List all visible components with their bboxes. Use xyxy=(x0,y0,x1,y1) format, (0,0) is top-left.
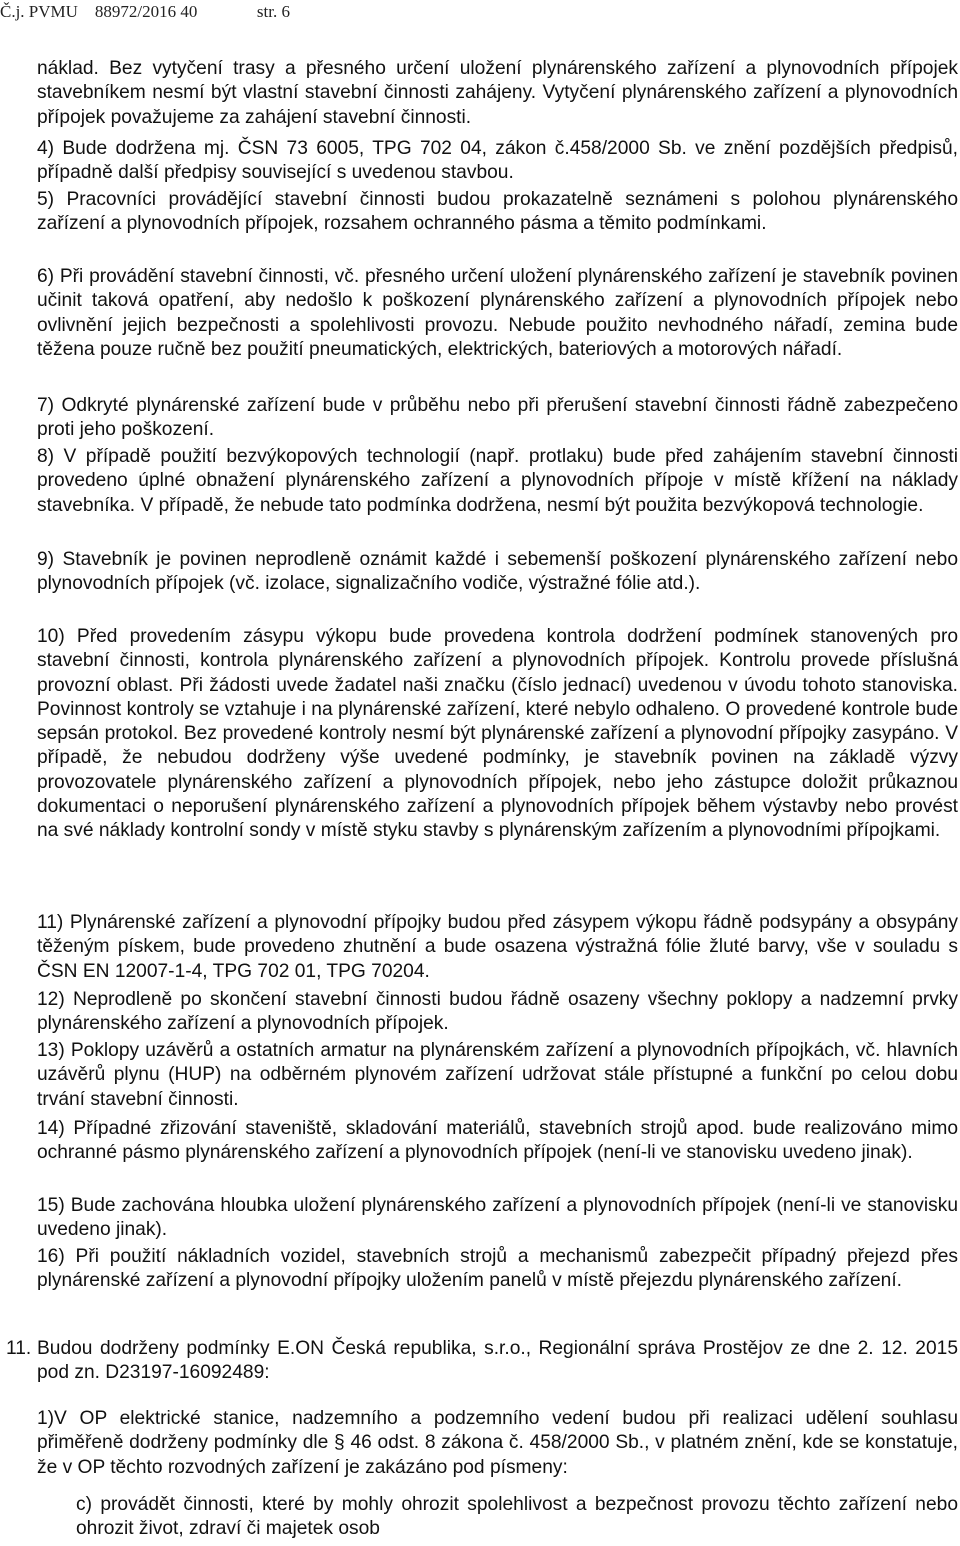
item-11-text: Budou dodrženy podmínky E.ON Česká republika, s.r.o., Regionální správa Prostějov ze dne 2. 12. 2015 pod zn. D23197-16092489: xyxy=(37,1338,958,1384)
paragraph-condition-13: 13) Poklopy uzávěrů a ostatních armatur na plynárenském zařízení a plynovodních přípojkách, vč. hlavních uzávěrů plynu (HUP) na odběrném plynovém zařízení udržovat stále přístupné a funkční po celou dobu trvání stavební činnosti. xyxy=(37,1040,958,1110)
paragraph-condition-4: 4) Bude dodržena mj. ČSN 73 6005, TPG 702 04, zákon č.458/2000 Sb. ve znění pozdějších předpisů, případně další předpisy související s uvedenou stavbou. xyxy=(37,138,958,184)
paragraph-condition-10: 10) Před provedením zásypu výkopu bude provedena kontrola dodržení podmínek stanovených pro stavební činnosti, kontrola plynárenského zařízení a plynovodních přípojek. Kontrolu provede příslušná provozní oblast. Při žádosti uvede žadatel naši značku (číslo jednací) uvedenou v úvodu tohoto stanoviska. Povinnost kontroly se vztahuje i na plynárenské zařízení, které nebylo odhaleno. O provedené kontrole bude sepsán protokol. Bez provedené kontroly nesmí být plynárenské zařízení a plynovodní přípojky zasypáno. V případě, že nebudou dodrženy výše uvedené podmínky, je stavebník povinen na základě výzvy provozovatele plynárenského zařízení a plynovodních přípojek, nebo jeho zástupce doložit průkaznou dokumentaci o neporušení plynárenského zařízení a plynovodních přípojek během výstavby nebo provést na své náklady kontrolní sondy v místě styku stavby s plynárenským zařízením a plynovodními přípojkami. xyxy=(37,626,958,842)
paragraph-intro: náklad. Bez vytyčení trasy a přesného určení uložení plynárenského zařízení a plynovodních přípojek stavebníkem nesmí být vlastní stavební činnosti zahájeny. Vytyčení plynárenského zařízení a plynovodních přípojek považujeme za zahájení stavební činnosti. xyxy=(37,58,958,128)
paragraph-condition-14: 14) Případné zřizování staveniště, skladování materiálů, stavebních strojů apod. bude realizováno mimo ochranné pásmo plynárenského zařízení a plynovodních přípojek (není-li ve stanovisku uvedeno jinak). xyxy=(37,1118,958,1164)
paragraph-condition-8: 8) V případě použití bezvýkopových technologií (např. protlaku) bude před zahájením stavební činnosti provedeno úplné obnažení plynárenského zařízení a plynovodních přípoje v místě křížení na náklady stavebníka. V případě, že nebude tato podmínka dodržena, nesmí být použita bezvýkopová technologie. xyxy=(37,446,958,516)
paragraph-condition-11: 11) Plynárenské zařízení a plynovodní přípojky budou před zásypem výkopu řádně podsypány a obsypány těženým pískem, bude provedeno zhutnění a bude osazena výstražná fólie žluté barvy, vše v souladu s ČSN EN 12007-1-4, TPG 702 01, TPG 70204. xyxy=(37,912,958,982)
paragraph-condition-15: 15) Bude zachována hloubka uložení plynárenského zařízení a plynovodních přípojek (není-li ve stanovisku uvedeno jinak). xyxy=(37,1195,958,1241)
item-11-number: 11. xyxy=(6,1338,32,1359)
paragraph-condition-12: 12) Neprodleně po skončení stavební činnosti budou řádně osazeny všechny poklopy a nadzemní prvky plynárenského zařízení a plynovodních přípojek. xyxy=(37,989,958,1035)
paragraph-condition-6: 6) Při provádění stavební činnosti, vč. přesného určení uložení plynárenského zařízení je stavebník povinen učinit taková opatření, aby nedošlo k poškození plynárenského zařízení a plynovodních přípojek nebo ovlivnění jejich bezpečnosti a spolehlivosti provozu. Nebude použito nevhodného nářadí, zemina bude těžena pouze ručně bez použití pneumatických, elektrických, bateriových a motorových nářadí. xyxy=(37,266,958,360)
paragraph-condition-5: 5) Pracovníci provádějící stavební činnosti budou prokazatelně seznámeni s polohou plynárenského zařízení a plynovodních přípojek, rozsahem ochranného pásma a těmito podmínkami. xyxy=(37,189,958,235)
paragraph-condition-9: 9) Stavebník je povinen neprodleně oznámit každé i sebemenší poškození plynárenského zařízení nebo plynovodních přípojek (vč. izolace, signalizačního vodiče, výstražné fólie atd.). xyxy=(37,549,958,595)
item-11-sub-1: 1)V OP elektrické stanice, nadzemního a podzemního vedení budou při realizaci udělení souhlasu přiměřeně dodrženy podmínky dle § 46 odst. 8 zákona č. 458/2000 Sb., v platném znění, kde se konstatuje, že v OP těchto rozvodných zařízení je zakázáno pod písmeny: xyxy=(37,1408,958,1478)
item-11-sub-c: c) provádět činnosti, které by mohly ohrozit spolehlivost a bezpečnost provozu těchto zařízení nebo ohrozit život, zdraví či majetek osob xyxy=(76,1494,958,1540)
paragraph-condition-7: 7) Odkryté plynárenské zařízení bude v průběhu nebo při přerušení stavební činnosti řádně zabezpečeno proti jeho poškození. xyxy=(37,395,958,441)
paragraph-condition-16: 16) Při použití nákladních vozidel, stavebních strojů a mechanismů zabezpečit případný přejezd přes plynárenské zařízení a plynovodní přípojky uložením panelů v místě přejezdu plynárenského zařízení. xyxy=(37,1246,958,1292)
page-header: Č.j. PVMU 88972/2016 40 str. 6 xyxy=(0,2,290,21)
